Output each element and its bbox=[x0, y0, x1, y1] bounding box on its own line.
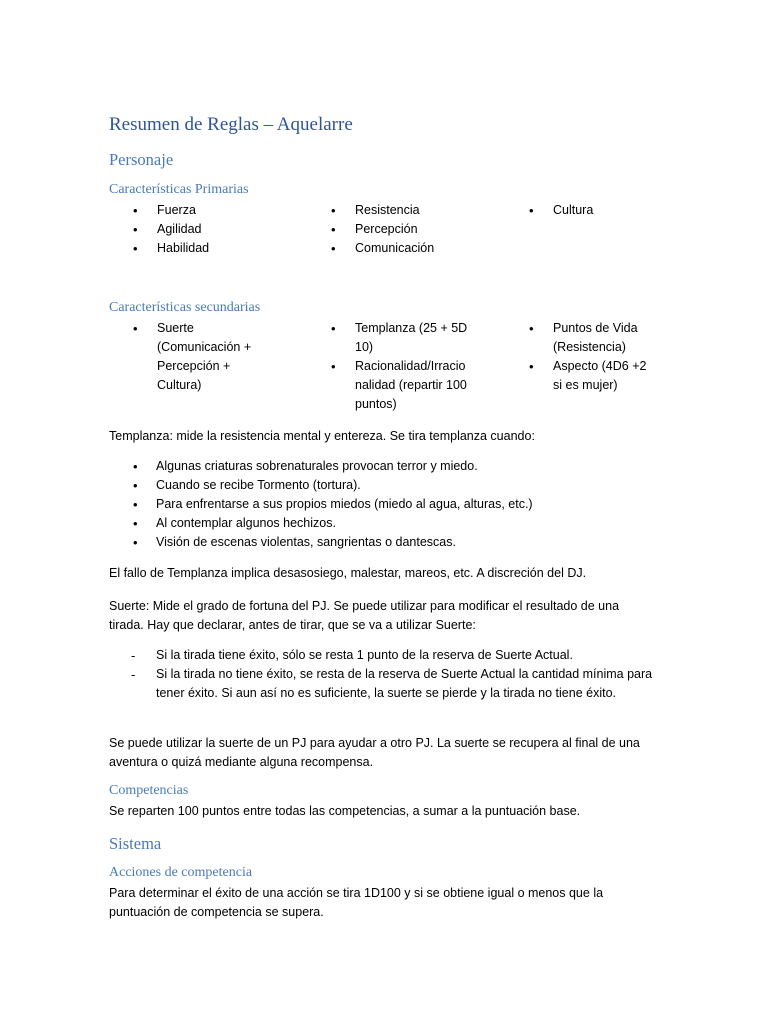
list-item: • Visión de escenas violentas, sangrientas o dantescas. bbox=[133, 535, 456, 550]
suerte-extra: Se puede utilizar la suerte de un PJ para ayudar a otro PJ. La suerte se recupera al final de una aventura o quizá mediante alguna recompensa. bbox=[109, 736, 640, 769]
acciones-text: Para determinar el éxito de una acción se tira 1D100 y si se obtiene igual o menos que la puntuación de competencia se supera. bbox=[109, 886, 604, 919]
templanza-list bbox=[133, 457, 673, 552]
section-heading-sistema: Sistema bbox=[109, 834, 162, 853]
primarias-col-2 bbox=[331, 201, 501, 258]
subheading-secundarias: Características secundarias bbox=[109, 300, 261, 315]
suerte-intro: Suerte: Mide el grado de fortuna del PJ. Se puede utilizar para modificar el resultado de una tirada. Hay que declarar, antes de tirar, que se va a utilizar Suerte: bbox=[109, 599, 620, 632]
list-item: • Para enfrentarse a sus propios miedos (miedo al agua, alturas, etc.) bbox=[133, 497, 533, 512]
list-item: • Templanza (25 + 5D10) bbox=[331, 321, 468, 354]
list-item: • Agilidad bbox=[133, 222, 202, 237]
list-item: • Cultura bbox=[529, 203, 594, 218]
competencias-text: Se reparten 100 puntos entre todas las competencias, a sumar a la puntuación base. bbox=[109, 804, 581, 818]
list-item: • Al contemplar algunos hechizos. bbox=[133, 516, 336, 531]
suerte-list bbox=[133, 646, 653, 703]
list-item: • Fuerza bbox=[133, 203, 196, 218]
list-item: • Suerte (Comunicación + Percepción + Cultura) bbox=[133, 321, 252, 392]
primarias-col-3 bbox=[529, 201, 679, 220]
list-item: • Cuando se recibe Tormento (tortura). bbox=[133, 478, 361, 493]
list-item: • Resistencia bbox=[331, 203, 420, 218]
templanza-fallo: El fallo de Templanza implica desasosiego, malestar, mareos, etc. A discreción del DJ. bbox=[109, 566, 587, 580]
list-item: • Aspecto (4D6 +2 si es mujer) bbox=[529, 359, 647, 392]
subheading-acciones: Acciones de competencia bbox=[109, 865, 253, 880]
subheading-competencias: Competencias bbox=[109, 783, 189, 798]
primarias-col-1 bbox=[133, 201, 303, 258]
section-heading-personaje: Personaje bbox=[109, 150, 174, 169]
secundarias-col-2 bbox=[331, 319, 469, 414]
list-item: • Algunas criaturas sobrenaturales provocan terror y miedo. bbox=[133, 459, 478, 474]
secundarias-col-3 bbox=[529, 319, 657, 395]
list-item: • Percepción bbox=[331, 222, 418, 237]
list-item: - Si la tirada tiene éxito, sólo se resta 1 punto de la reserva de Suerte Actual. bbox=[131, 648, 573, 663]
list-item: • Racionalidad/Irracionalidad (repartir 100 puntos) bbox=[331, 359, 467, 411]
list-item: • Puntos de Vida (Resistencia) bbox=[529, 321, 638, 354]
secundarias-col-1 bbox=[133, 319, 273, 395]
list-item: - Si la tirada no tiene éxito, se resta de la reserva de Suerte Actual la cantidad mínima para tener éxito. Si aun así no es suficiente, la suerte se pierde y la tirada no tiene éxito. bbox=[131, 667, 653, 700]
templanza-intro: Templanza: mide la resistencia mental y entereza. Se tira templanza cuando: bbox=[109, 429, 535, 443]
page-title: Resumen de Reglas – Aquelarre bbox=[109, 114, 353, 135]
list-item: • Habilidad bbox=[133, 241, 210, 256]
list-item: • Comunicación bbox=[331, 241, 435, 256]
subheading-primarias: Características Primarias bbox=[109, 182, 249, 197]
